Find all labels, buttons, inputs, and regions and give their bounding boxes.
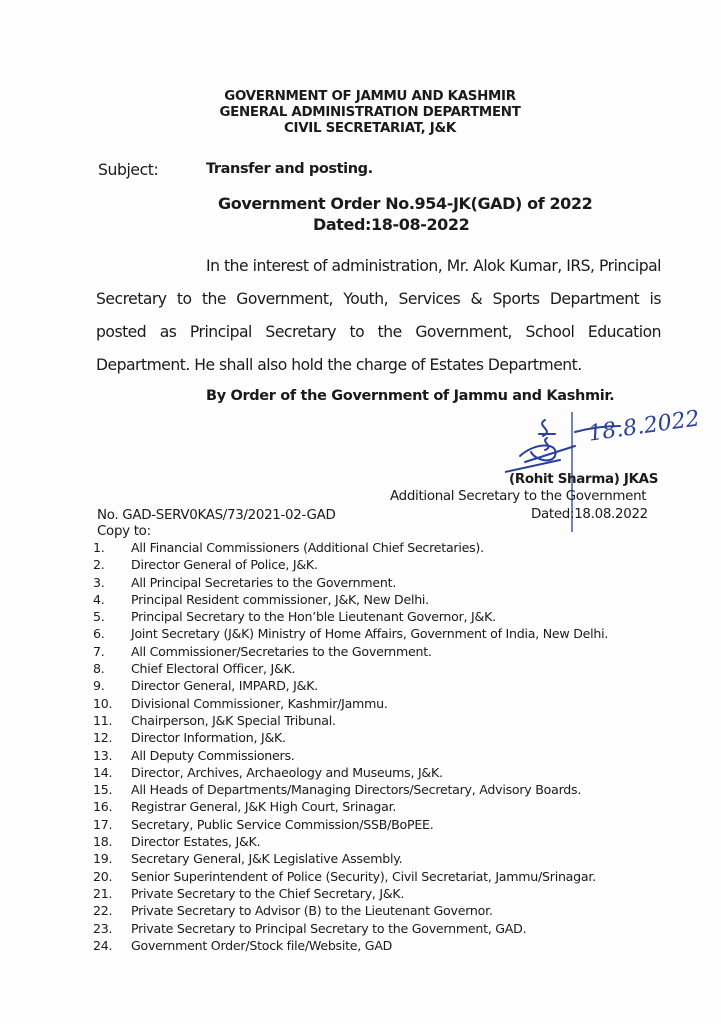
subject-label: Subject: [98, 161, 159, 179]
signatory-designation: Additional Secretary to the Government [390, 489, 647, 504]
copy-to-item-number: 20. [93, 868, 113, 884]
copy-to-item-number: 3. [93, 574, 105, 590]
copy-to-item [93, 625, 608, 642]
copy-to-item [93, 539, 608, 556]
by-order-line: By Order of the Government of Jammu and Kashmir. [206, 388, 615, 404]
copy-to-item [93, 643, 608, 660]
copy-to-item-number: 1. [93, 540, 105, 555]
copy-to-item-text: Private Secretary to the Chief Secretary, J&K. [131, 885, 405, 901]
copy-to-item-number: 10. [93, 695, 113, 711]
copy-to-item [93, 885, 608, 902]
header-government: GOVERNMENT OF JAMMU AND KASHMIR [224, 89, 516, 104]
copy-to-item-number: 24. [93, 937, 113, 953]
copy-to-item [93, 798, 608, 815]
copy-to-item-number: 4. [93, 591, 105, 607]
copy-to-item [93, 556, 608, 573]
copy-to-item-number: 14. [93, 764, 113, 780]
copy-to-item-text: All Principal Secretaries to the Government. [131, 574, 397, 590]
copy-to-item-number: 12. [93, 730, 113, 746]
copy-to-item-text: Chairperson, J&K Special Tribunal. [131, 712, 336, 728]
copy-to-item [93, 937, 608, 954]
copy-to-item [93, 833, 608, 850]
copy-to-item [93, 781, 608, 798]
copy-to-item [93, 868, 608, 885]
subject-value: Transfer and posting. [206, 161, 373, 177]
copy-to-item-number: 22. [93, 903, 113, 919]
copy-to-item-text: All Financial Commissioners (Additional Chief Secretaries). [131, 540, 484, 555]
copy-to-item [93, 816, 608, 833]
signature-handwritten-date: 18.8.2022 [586, 406, 702, 447]
copy-to-list [93, 539, 608, 954]
signatory-name: (Rohit Sharma) JKAS [509, 472, 659, 487]
copy-to-item-number: 19. [93, 851, 113, 867]
copy-to-item-text: All Deputy Commissioners. [131, 747, 295, 763]
copy-to-item-text: Director Estates, J&K. [131, 834, 261, 850]
body-paragraph-text: In the interest of administration, Mr. Alok Kumar, IRS, Principal Secretary to the Government, Youth, Services & Sports Department is posted as Principal Secretary to the Government, School Education Department. He shall also hold the charge of Estates Department. [96, 257, 661, 374]
copy-to-item-text: Divisional Commissioner, Kashmir/Jammu. [131, 695, 388, 711]
copy-to-item [93, 695, 608, 712]
order-number: Government Order No.954-JK(GAD) of 2022 [218, 194, 593, 213]
copy-to-item [93, 764, 608, 781]
copy-to-item-text: Secretary General, J&K Legislative Assembly. [131, 851, 403, 867]
copy-to-item-number: 9. [93, 678, 105, 694]
copy-to-item-text: Government Order/Stock file/Website, GAD [131, 937, 393, 953]
copy-to-item-text: Principal Secretary to the Hon’ble Lieutenant Governor, J&K. [131, 609, 496, 625]
copy-to-label: Copy to: [97, 524, 151, 539]
copy-to-item-text: Chief Electoral Officer, J&K. [131, 661, 296, 677]
copy-to-item-text: Secretary, Public Service Commission/SSB/BoPEE. [131, 816, 434, 832]
copy-to-item-text: Private Secretary to Principal Secretary to the Government, GAD. [131, 920, 527, 936]
copy-to-item-number: 7. [93, 643, 105, 659]
copy-to-item-text: Senior Superintendent of Police (Security), Civil Secretariat, Jammu/Srinagar. [131, 868, 596, 884]
copy-to-item-text: Registrar General, J&K High Court, Srinagar. [131, 799, 397, 815]
copy-to-item-number: 2. [93, 557, 105, 573]
copy-to-item-text: Director General, IMPARD, J&K. [131, 678, 318, 694]
copy-to-item-number: 13. [93, 747, 113, 763]
body-paragraph [96, 250, 661, 382]
copy-to-item [93, 608, 608, 625]
copy-to-item-number: 18. [93, 834, 113, 850]
reference-number: No. GAD-SERV0KAS/73/2021-02-GAD [97, 508, 336, 523]
copy-to-item-text: Director Information, J&K. [131, 730, 286, 746]
copy-to-item-number: 23. [93, 920, 113, 936]
copy-to-item-number: 21. [93, 885, 113, 901]
copy-to-item [93, 850, 608, 867]
copy-to-item [93, 747, 608, 764]
header-department: GENERAL ADMINISTRATION DEPARTMENT [219, 105, 521, 120]
copy-to-item-number: 17. [93, 816, 113, 832]
copy-to-item [93, 574, 608, 591]
signature-dated: Dated:18.08.2022 [531, 507, 648, 522]
copy-to-item-text: All Commissioner/Secretaries to the Government. [131, 643, 432, 659]
copy-to-item-text: Private Secretary to Advisor (B) to the Lieutenant Governor. [131, 903, 493, 919]
copy-to-item-number: 6. [93, 626, 105, 642]
copy-to-item [93, 920, 608, 937]
copy-to-item-number: 11. [93, 712, 113, 728]
copy-to-item [93, 729, 608, 746]
copy-to-item-number: 16. [93, 799, 113, 815]
copy-to-item-text: Joint Secretary (J&K) Ministry of Home Affairs, Government of India, New Delhi. [131, 626, 609, 642]
copy-to-item-text: Principal Resident commissioner, J&K, New Delhi. [131, 591, 429, 607]
copy-to-item-number: 15. [93, 782, 113, 798]
header-secretariat: CIVIL SECRETARIAT, J&K [284, 121, 456, 136]
copy-to-item-number: 5. [93, 609, 105, 625]
copy-to-item [93, 660, 608, 677]
copy-to-item-text: All Heads of Departments/Managing Directors/Secretary, Advisory Boards. [131, 782, 582, 798]
copy-to-item [93, 712, 608, 729]
order-date: Dated:18-08-2022 [313, 215, 470, 234]
copy-to-item-text: Director General of Police, J&K. [131, 557, 318, 573]
copy-to-item [93, 902, 608, 919]
copy-to-item [93, 677, 608, 694]
copy-to-item-text: Director, Archives, Archaeology and Museums, J&K. [131, 764, 443, 780]
copy-to-item [93, 591, 608, 608]
copy-to-item-number: 8. [93, 661, 105, 677]
